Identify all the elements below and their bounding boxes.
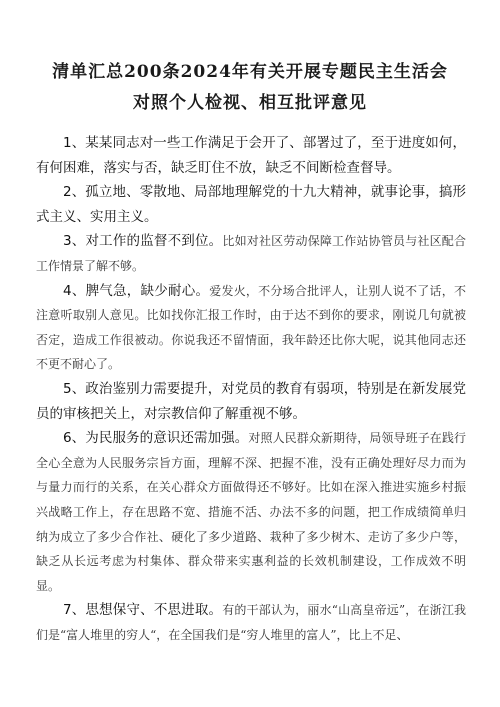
paragraph-5 [36,377,466,426]
document-body [36,128,466,647]
paragraph-3 [36,229,466,278]
paragraph-lead: 6、为民服务的意识还需加强。 [63,430,249,447]
paragraph-text: 对照人民群众新期待，局领导班子在践行全心全意为人民服务宗旨方面，理解不深、把握不准，没有正确处理好尽力而为与量力而行的关系，在关心群众方面做得还不够好。比如在深入推进实施乡村振兴战略工作上，存在思路不宽、措施不活、办法不多的问题，把工作成绩简单归纳为成立了多少合作社、硬化了多少道路、栽种了多少树木、走访了多少户等，缺乏从长远考虑为村集体、群众带来实惠利益的长效机制建设，工作成效不明显。 [36,431,466,593]
paragraph-text: 爱发火，不分场合批评人，让别人说不了话，不注意听取别人意见。比如找你汇报工作时，由于达不到你的要求，刚说几句就被否定，造成工作很被动。你说我还不留情面，我年龄还比你大呢，说其他同志还不更不耐心了。 [36,283,466,372]
paragraph-text: 比如对社区劳动保障工作站协管员与社区配合工作情景了解不够。 [36,234,466,273]
paragraph-text: 有的干部认为，丽水“山高皇帝远”，在浙江我们是“富人堆里的穷人“，在全国我们是“穷人堆里的富人”，比上不足、 [36,603,466,642]
document-title-line-1: 清单汇总200条2024年有关开展专题民主生活会 [52,62,448,82]
paragraph-lead: 7、思想保守、不思进取。 [63,602,223,619]
document-title-line-2: 对照个人检视、相互批评意见 [133,93,367,113]
paragraph-lead: 4、脾气急，缺少耐心。 [63,282,210,299]
paragraph-1 [36,131,466,180]
paragraph-6 [36,426,466,598]
paragraph-7 [36,598,466,647]
paragraph-4 [36,279,466,377]
paragraph-lead: 5、政治鉴别力需要提升，对党员的教育有弱项，特别是在新发展党员的审核把关上，对宗教信仰了解重视不够。 [36,380,466,422]
paragraph-2 [36,180,466,229]
paragraph-lead: 3、对工作的监督不到位。 [63,233,223,250]
paragraph-lead: 2、孤立地、零散地、局部地理解党的十九大精神，就事论事，搞形式主义、实用主义。 [36,184,466,225]
paragraph-lead: 1、某某同志对一些工作满足于会开了、部署过了，至于进度如何，有何困难，落实与否，缺乏盯住不放，缺乏不间断检查督导。 [36,135,466,176]
